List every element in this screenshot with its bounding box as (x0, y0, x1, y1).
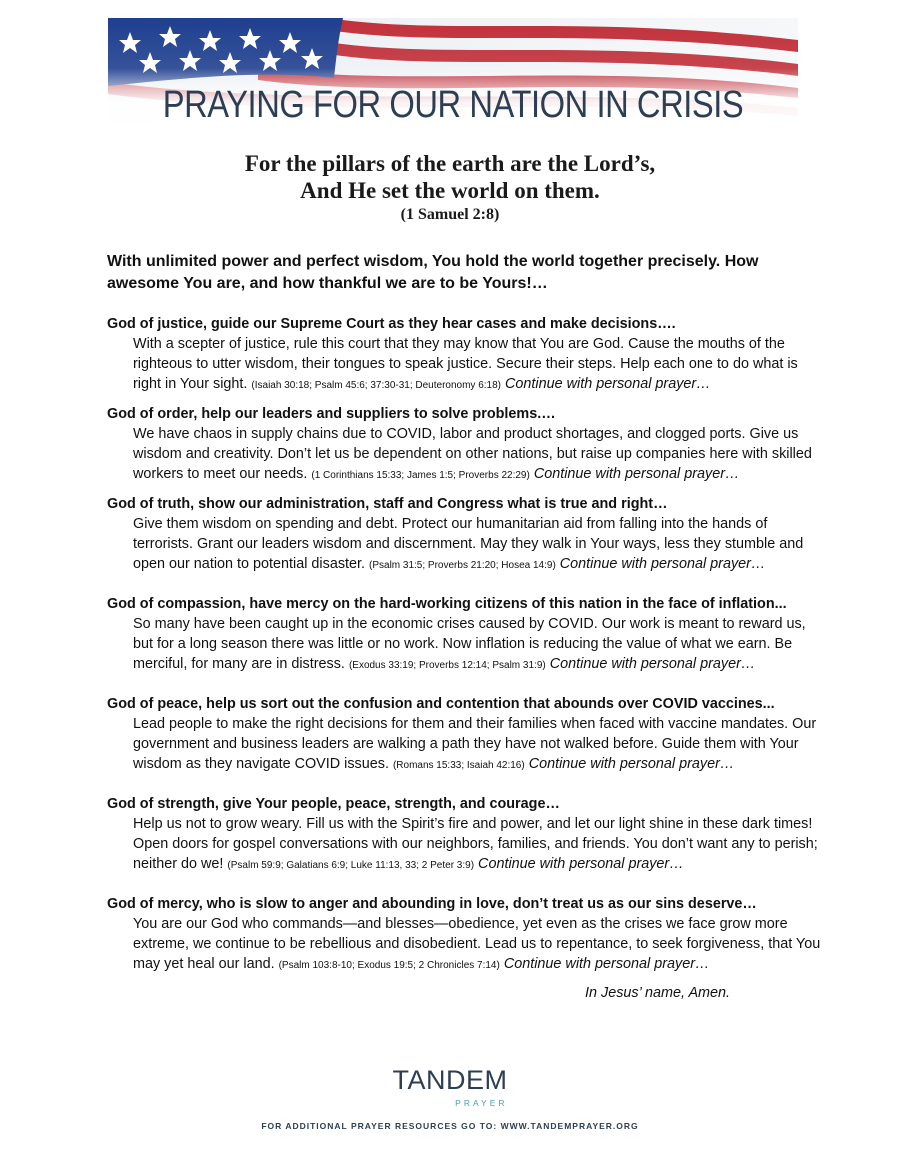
flag-banner (108, 18, 798, 130)
prayer-text: Help us not to grow weary. Fill us with the Spirit’s fire and power, and let our light shine in these dark times! Open doors for gospel conversations with our neighbors, families, and friends. You don’t want any to perish; neither do we! (133, 816, 818, 872)
prayer-section (107, 794, 827, 876)
prayer-text: Lead people to make the right decisions for them and their families when faced with vaccine mandates. Our government and business leaders are walking a path they have not walked before. Guide them with Your wisdom as they navigate COVID issues. (133, 716, 817, 772)
prayer-body (133, 334, 827, 396)
scripture-verse (0, 150, 900, 226)
closing-amen: In Jesus’ name, Amen. (585, 985, 731, 1001)
scripture-references: (Psalm 103:8-10; Exodus 19:5; 2 Chronicles 7:14) (278, 960, 500, 971)
prayer-heading: God of mercy, who is slow to anger and abounding in love, don’t treat us as our sins deserve… (107, 896, 757, 912)
prayer-section (107, 894, 827, 976)
prayer-heading: God of order, help our leaders and suppliers to solve problems.… (107, 406, 556, 422)
prayer-section (107, 694, 827, 776)
continue-prompt: Continue with personal prayer… (503, 956, 710, 972)
verse-line-1: For the pillars of the earth are the Lord’s, (244, 151, 656, 176)
verse-line-2: And He set the world on them. (300, 178, 600, 203)
prayer-heading: God of strength, give Your people, peace, strength, and courage… (107, 796, 560, 812)
prayer-section (107, 314, 827, 396)
prayer-heading: God of compassion, have mercy on the hard-working citizens of this nation in the face of inflation... (107, 596, 787, 612)
prayer-body (133, 424, 827, 486)
prayer-heading: God of justice, guide our Supreme Court as they hear cases and make decisions…. (107, 316, 676, 332)
prayer-text: You are our God who commands—and blesses—obedience, yet even as the crises we face grow more extreme, we continue to be rebellious and disobedient. Lead us to repentance, to seek forgiveness, that You may yet heal our land. (133, 916, 821, 972)
continue-prompt: Continue with personal prayer… (505, 376, 711, 392)
verse-reference: (1 Samuel 2:8) (400, 206, 500, 223)
scripture-references: (1 Corinthians 15:33; James 1:5; Proverbs 22:29) (311, 470, 530, 481)
prayer-text: We have chaos in supply chains due to COVID, labor and product shortages, and clogged ports. Give us wisdom and creativity. Don’t let us be dependent on other nations, but raise up companies here with skilled workers to meet our needs. (133, 426, 812, 482)
logo-wordmark (392, 1065, 508, 1108)
scripture-references: (Exodus 33:19; Proverbs 12:14; Psalm 31:9) (348, 660, 546, 671)
prayer-section (107, 594, 827, 676)
prayer-body (133, 914, 827, 976)
prayer-heading: God of truth, show our administration, staff and Congress what is true and right… (107, 496, 668, 512)
continue-prompt: Continue with personal prayer… (528, 756, 735, 772)
prayer-text: Give them wisdom on spending and debt. Protect our humanitarian aid from falling into the hands of terrorists. Grant our leaders wisdom and discernment. May they walk in Your ways, less they stumble and open our nation to potential disaster. (133, 516, 804, 572)
logo-subword: PRAYER (455, 1098, 508, 1108)
banner-title: PRAYING FOR OUR NATION IN CRISIS (162, 84, 744, 126)
scripture-references: (Romans 15:33; Isaiah 42:16) (392, 760, 525, 771)
tandem-logo (0, 1065, 900, 1108)
prayer-body (133, 614, 827, 676)
prayer-body (133, 814, 827, 876)
prayer-text: So many have been caught up in the economic crises caused by COVID. Our work is meant to reward us, but for a long season there was little or no work. Now inflation is reducing the value of what we earn. Be merciful, for many are in distress. (133, 616, 806, 672)
prayer-body (133, 514, 827, 576)
intro-paragraph: With unlimited power and perfect wisdom, You hold the world together precisely. How awesome You are, and how thankful we are to be Yours!… (107, 253, 759, 292)
continue-prompt: Continue with personal prayer… (559, 556, 766, 572)
scripture-references: (Psalm 31:5; Proverbs 21:20; Hosea 14:9) (369, 560, 556, 571)
continue-prompt: Continue with personal prayer… (549, 656, 756, 672)
scripture-references: (Psalm 59:9; Galatians 6:9; Luke 11:13, 33; 2 Peter 3:9) (227, 860, 475, 871)
continue-prompt: Continue with personal prayer… (533, 466, 740, 482)
prayer-heading: God of peace, help us sort out the confusion and contention that abounds over COVID vaccines... (107, 696, 775, 712)
prayer-section (107, 494, 827, 576)
prayer-text: With a scepter of justice, rule this court that they may know that You are God. Cause the mouths of the righteous to utter wisdom, their tongues to speak justice. Secure their steps. Help each one to do what is right in Your sight. (133, 336, 798, 392)
continue-prompt: Continue with personal prayer… (478, 856, 684, 872)
prayer-section (107, 404, 827, 486)
footer-resources: FOR ADDITIONAL PRAYER RESOURCES GO TO: WWW.TANDEMPRAYER.ORG (261, 1121, 639, 1131)
logo-wordmark-text: TANDEM (392, 1065, 508, 1095)
scripture-references: (Isaiah 30:18; Psalm 45:6; 37:30-31; Deuteronomy 6:18) (251, 380, 501, 391)
prayer-body (133, 714, 827, 776)
